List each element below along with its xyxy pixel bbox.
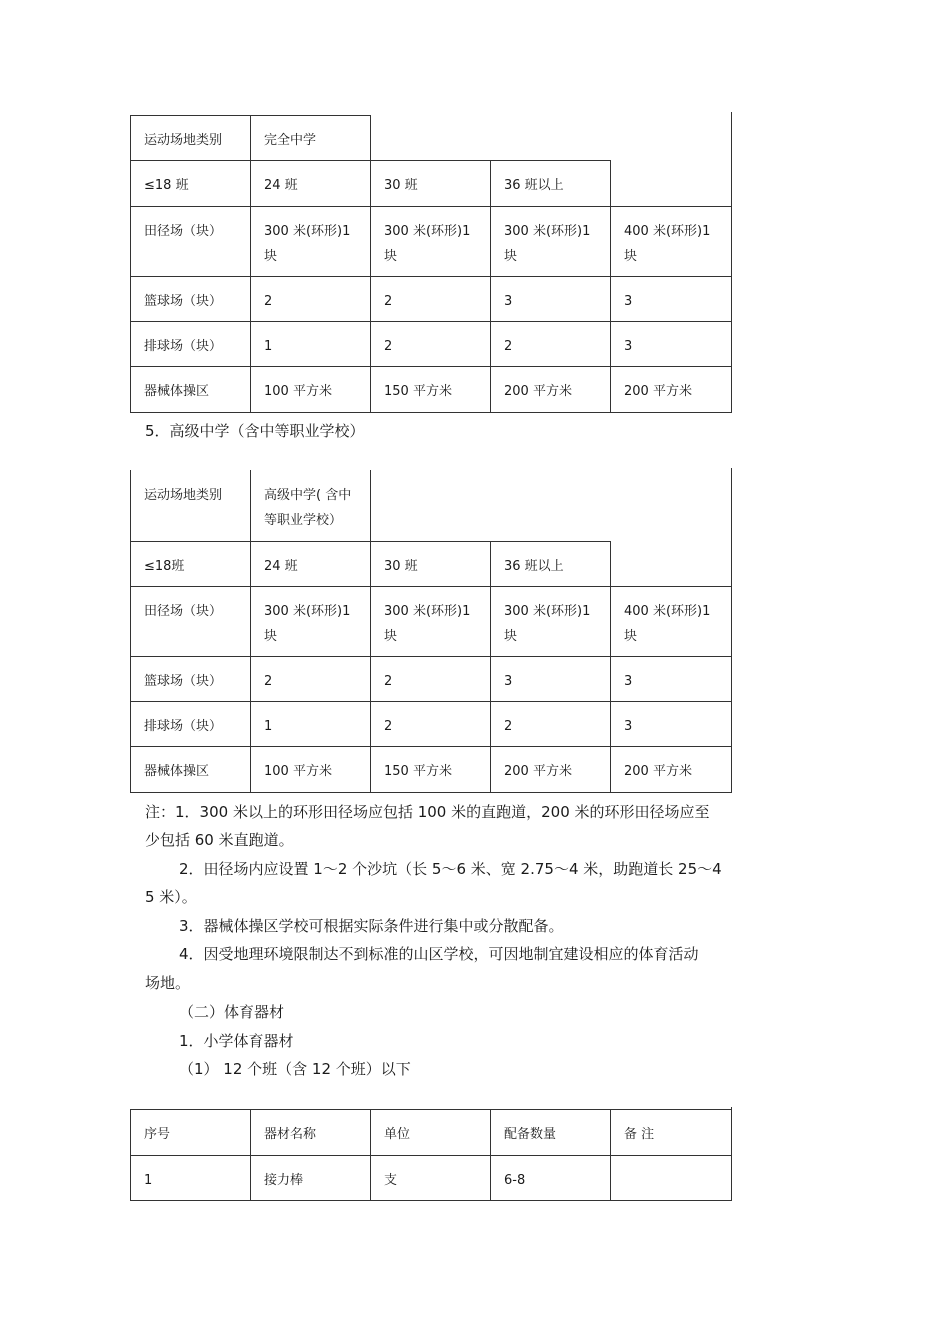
row-label: 器械体操区 bbox=[144, 764, 210, 779]
row-label: 篮球场（块） bbox=[144, 294, 223, 309]
table-cell: 2 bbox=[264, 674, 273, 689]
table-rule bbox=[731, 468, 732, 792]
note-1-line-1: 注：1．300 米以上的环形田径场应包括 100 米的直跑道，200 米的环形田径场应至 bbox=[145, 803, 710, 821]
table-cell: 400 米(环形)1 块 bbox=[624, 604, 711, 644]
table-cell: 2 bbox=[384, 674, 393, 689]
table-cell: 3 bbox=[504, 294, 513, 309]
table-cell: 100 平方米 bbox=[264, 764, 332, 779]
table-rule bbox=[130, 1200, 732, 1201]
row-label: 器械体操区 bbox=[144, 384, 210, 399]
table-cell: 3 bbox=[624, 339, 633, 354]
column-header: 单位 bbox=[384, 1127, 411, 1142]
table-header-type: 完全中学 bbox=[264, 133, 317, 148]
table-cell: 1 bbox=[264, 719, 273, 734]
note-2-line-1: 2．田径场内应设置 1～2 个沙坑（长 5～6 米、宽 2.75～4 米，助跑道长 25～4 bbox=[179, 860, 722, 878]
class-size-cell: ≤18班 bbox=[144, 559, 185, 574]
column-header: 备 注 bbox=[624, 1127, 655, 1142]
section-heading: （1） 12 个班（含 12 个班）以下 bbox=[179, 1060, 411, 1078]
table-cell: 支 bbox=[384, 1173, 398, 1188]
table-rule bbox=[130, 792, 732, 793]
table-cell: 2 bbox=[384, 339, 393, 354]
table-cell: 2 bbox=[384, 294, 393, 309]
table-cell: 200 平方米 bbox=[504, 384, 572, 399]
table-cell: 6-8 bbox=[504, 1173, 526, 1188]
table-cell: 接力棒 bbox=[264, 1173, 304, 1188]
class-size-cell: 24 班 bbox=[264, 178, 298, 193]
table-cell: 150 平方米 bbox=[384, 384, 452, 399]
table-cell: 3 bbox=[504, 674, 513, 689]
row-label: 排球场（块） bbox=[144, 339, 223, 354]
table-cell: 3 bbox=[624, 719, 633, 734]
row-label: 田径场（块） bbox=[144, 224, 223, 239]
note-4-line-1: 4．因受地理环境限制达不到标准的山区学校，可因地制宜建设相应的体育活动 bbox=[179, 945, 699, 963]
table-rule bbox=[731, 112, 732, 412]
table-cell bbox=[611, 1156, 731, 1168]
table-rule bbox=[130, 470, 131, 792]
class-size-cell: 30 班 bbox=[384, 178, 418, 193]
table-rule bbox=[731, 1107, 732, 1200]
class-size-cell: 24 班 bbox=[264, 559, 298, 574]
table-cell: 3 bbox=[624, 674, 633, 689]
row-label: 排球场（块） bbox=[144, 719, 223, 734]
column-header: 序号 bbox=[144, 1127, 171, 1142]
note-2-line-2: 5 米）。 bbox=[145, 888, 197, 906]
table-cell: 100 平方米 bbox=[264, 384, 332, 399]
note-3: 3．器械体操区学校可根据实际条件进行集中或分散配备。 bbox=[179, 917, 564, 935]
column-header: 配备数量 bbox=[504, 1127, 557, 1142]
table-cell: 150 平方米 bbox=[384, 764, 452, 779]
table-cell: 200 平方米 bbox=[624, 764, 692, 779]
table-cell: 3 bbox=[624, 294, 633, 309]
row-label: 田径场（块） bbox=[144, 604, 223, 619]
section-heading: 1．小学体育器材 bbox=[179, 1032, 294, 1050]
table-cell: 200 平方米 bbox=[624, 384, 692, 399]
table-rule bbox=[130, 412, 732, 413]
section-heading: （二）体育器材 bbox=[179, 1003, 285, 1021]
note-1-line-2: 少包括 60 米直跑道。 bbox=[145, 831, 294, 849]
table-cell: 300 米(环形)1 块 bbox=[264, 224, 351, 264]
row-label: 篮球场（块） bbox=[144, 674, 223, 689]
class-size-cell: 36 班以上 bbox=[504, 178, 564, 193]
table-cell: 300 米(环形)1 块 bbox=[384, 224, 471, 264]
table-header-type: 高级中学( 含中等职业学校） bbox=[264, 488, 352, 528]
table-cell: 300 米(环形)1 块 bbox=[384, 604, 471, 644]
table-header-label: 运动场地类别 bbox=[144, 133, 223, 148]
class-size-cell: 30 班 bbox=[384, 559, 418, 574]
class-size-cell: 36 班以上 bbox=[504, 559, 564, 574]
table-header-label: 运动场地类别 bbox=[144, 488, 223, 503]
table-cell: 300 米(环形)1 块 bbox=[504, 224, 591, 264]
table-cell: 2 bbox=[384, 719, 393, 734]
table-cell: 1 bbox=[144, 1173, 153, 1188]
table-cell: 400 米(环形)1 块 bbox=[624, 224, 711, 264]
class-size-cell: ≤18 班 bbox=[144, 178, 189, 193]
table-cell: 300 米(环形)1 块 bbox=[504, 604, 591, 644]
table-cell: 2 bbox=[504, 719, 513, 734]
table-cell: 1 bbox=[264, 339, 273, 354]
section-heading: 5．高级中学（含中等职业学校） bbox=[145, 422, 365, 440]
table-cell: 300 米(环形)1 块 bbox=[264, 604, 351, 644]
column-header: 器材名称 bbox=[264, 1127, 317, 1142]
table-cell: 2 bbox=[504, 339, 513, 354]
note-4-line-2: 场地。 bbox=[145, 974, 191, 992]
table-cell: 200 平方米 bbox=[504, 764, 572, 779]
table-cell: 2 bbox=[264, 294, 273, 309]
